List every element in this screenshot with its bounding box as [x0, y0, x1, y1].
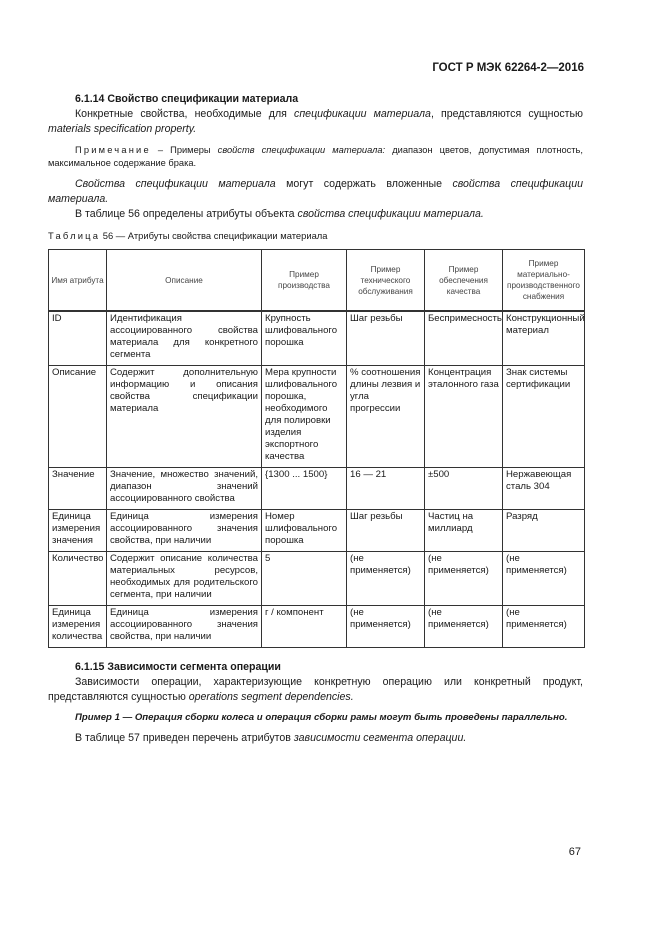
note-label: Примечание	[75, 145, 151, 155]
section-6-1-14-paragraph-3: В таблице 56 определены атрибуты объекта свойства спецификации материала.	[75, 208, 484, 220]
table-cell: Беспримесность	[425, 311, 503, 366]
table-cell: Частиц на миллиард	[425, 510, 503, 552]
table-row	[49, 606, 585, 648]
section-6-1-14-title: 6.1.14 Свойство спецификации материала	[75, 93, 299, 105]
table-cell: Единица измерения количества	[49, 606, 107, 648]
note: Примечание – Примеры свойств спецификации материала: диапазон цветов, допустимая плотность, максимальное содержание брака.	[48, 145, 583, 168]
table-cell: Мера крупности шлифовального порошка, необходимого для полировки изделия экспортного качества	[262, 366, 347, 468]
table-cell: Единица измерения ассоциированного значения свойства, при наличии	[107, 606, 262, 648]
table-row	[49, 366, 585, 468]
table-cell: (не применяется)	[503, 606, 585, 648]
table-cell: Содержит описание количества материальных ресурсов, необходимых для родительского сегмента, при наличии	[107, 552, 262, 606]
table-cell: Описание	[49, 366, 107, 468]
header-description: Описание	[107, 250, 262, 312]
table-cell: (не применяется)	[425, 552, 503, 606]
table-cell: Значение, множество значений, диапазон значений ассоциированного свойства	[107, 468, 262, 510]
table-cell: % соотношения длины лезвия и угла прогрессии	[347, 366, 425, 468]
table-cell: (не применяется)	[347, 606, 425, 648]
table-cell: г / компонент	[262, 606, 347, 648]
table-cell: Разряд	[503, 510, 585, 552]
table-cell: ±500	[425, 468, 503, 510]
table-cell: Количество	[49, 552, 107, 606]
section-6-1-15-title: 6.1.15 Зависимости сегмента операции	[75, 661, 281, 673]
header-attribute-name: Имя атрибута	[49, 250, 107, 312]
page-content	[48, 92, 583, 746]
table-cell: Концентрация эталонного газа	[425, 366, 503, 468]
section-6-1-14-paragraph-1: Конкретные свойства, необходимые для спецификации материала, представляются сущностью materials specification property.	[48, 108, 584, 135]
table-cell: Шаг резьбы	[347, 311, 425, 366]
table-row	[49, 311, 585, 366]
table-caption: Таблица 56 — Атрибуты свойства спецификации материала	[48, 230, 328, 241]
table-cell: Знак системы сертификации	[503, 366, 585, 468]
table-cell: Содержит дополнительную информацию и описания свойства спецификации материала	[107, 366, 262, 468]
table-cell: Единица измерения значения	[49, 510, 107, 552]
attributes-table	[48, 249, 585, 648]
table-row	[49, 552, 585, 606]
section-6-1-14-paragraph-2: Свойства спецификации материала могут содержать вложенные свойства спецификации материала.	[48, 178, 584, 205]
table-cell: {1300 ... 1500}	[262, 468, 347, 510]
table-cell: Единица измерения ассоциированного значения свойства, при наличии	[107, 510, 262, 552]
table-cell: Значение	[49, 468, 107, 510]
table-cell: Идентификация ассоциированного свойства материала для конкретного сегмента	[107, 311, 262, 366]
header-inventory-example: Пример материально-производственного снабжения	[503, 250, 585, 312]
table-cell: (не применяется)	[503, 552, 585, 606]
header-maintenance-example: Пример технического обслуживания	[347, 250, 425, 312]
example-1: Пример 1 — Операция сборки колеса и операция сборки рамы могут быть проведены параллельно.	[75, 712, 568, 723]
table-cell: 16 — 21	[347, 468, 425, 510]
document-id: ГОСТ Р МЭК 62264-2—2016	[432, 62, 584, 74]
table-header-row	[49, 250, 585, 312]
table-cell: (не применяется)	[347, 552, 425, 606]
table-cell: Нержавеющая сталь 304	[503, 468, 585, 510]
table-cell: (не применяется)	[425, 606, 503, 648]
table-cell: Шаг резьбы	[347, 510, 425, 552]
header-production-example: Пример производства	[262, 250, 347, 312]
header-quality-example: Пример обеспечения качества	[425, 250, 503, 312]
table-cell: Крупность шлифовального порошка	[262, 311, 347, 366]
table-cell: Номер шлифовального порошка	[262, 510, 347, 552]
page-number: 67	[568, 846, 581, 858]
table-cell: 5	[262, 552, 347, 606]
table-cell: ID	[49, 311, 107, 366]
table-row	[49, 468, 585, 510]
table-cell: Конструкционный материал	[503, 311, 585, 366]
section-6-1-15-paragraph-1: Зависимости операции, характеризующие конкретную операцию или конкретный продукт, представляются сущностью operations segment dependencies.	[48, 676, 583, 703]
section-6-1-15-paragraph-2: В таблице 57 приведен перечень атрибутов зависимости сегмента операции.	[75, 732, 467, 744]
table-row	[49, 510, 585, 552]
